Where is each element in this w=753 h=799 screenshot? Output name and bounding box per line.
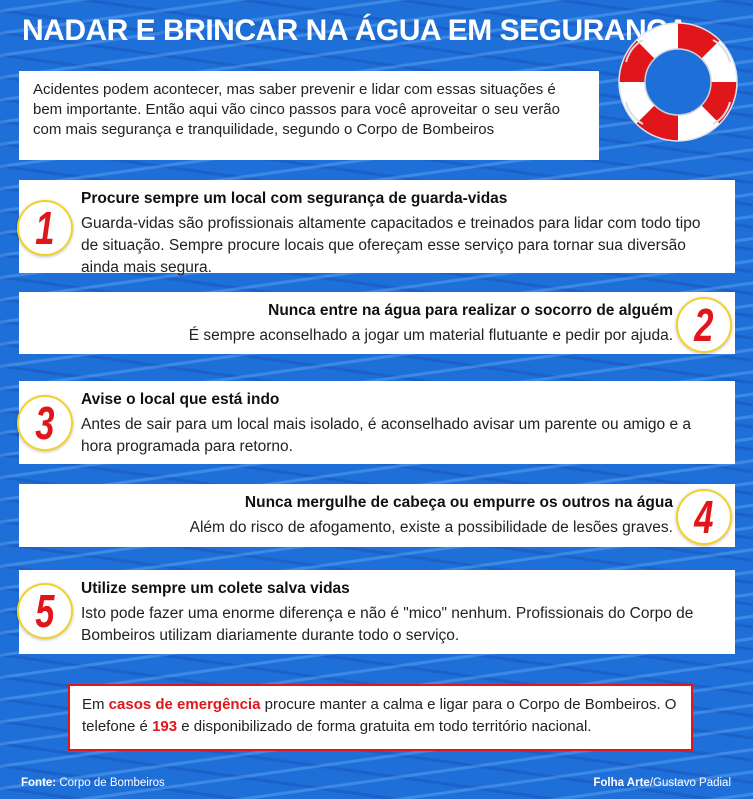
step-number: 2 bbox=[694, 299, 714, 351]
step-number-badge-4 bbox=[676, 489, 732, 545]
art-credit bbox=[593, 777, 731, 789]
step-card-5 bbox=[19, 570, 735, 654]
step-number-badge-3 bbox=[17, 395, 73, 451]
step-number: 5 bbox=[35, 585, 55, 637]
step-number-badge-2 bbox=[676, 297, 732, 353]
emergency-box bbox=[68, 684, 693, 751]
step-card-3 bbox=[19, 381, 735, 464]
step-heading: Avise o local que está indo bbox=[81, 391, 280, 408]
source-name: Corpo de Bombeiros bbox=[56, 777, 165, 789]
step-text: Guarda-vidas são profissionais altamente capacitados e treinados para lidar com todo tipo de situação. Sempre procure locais que ofereçam esse serviço para tornar sua diversão ainda mais segura. bbox=[81, 215, 701, 276]
step-text: Antes de sair para um local mais isolado, é aconselhado avisar um parente ou amigo e a hora programada para retorno. bbox=[81, 416, 692, 455]
source-credit bbox=[21, 777, 165, 789]
emergency-phone: 193 bbox=[152, 718, 178, 735]
step-text: Isto pode fazer uma enorme diferença e não é "mico" nenhum. Profissionais do Corpo de Bombeiros utilizam diariamente durante todo o serviço. bbox=[81, 605, 694, 644]
credit-label: Folha Arte bbox=[593, 777, 650, 789]
step-heading: Nunca entre na água para realizar o socorro de alguém bbox=[268, 302, 673, 319]
step-card-4 bbox=[19, 484, 735, 547]
emergency-text: procure manter a calma e ligar para o Corpo de Bombeiros. O telefone é bbox=[82, 696, 677, 735]
step-text: É sempre aconselhado a jogar um material flutuante e pedir por ajuda. bbox=[188, 327, 673, 344]
step-card-2 bbox=[19, 292, 735, 354]
step-heading: Procure sempre um local com segurança de guarda-vidas bbox=[81, 190, 508, 207]
step-heading: Nunca mergulhe de cabeça ou empurre os outros na água bbox=[244, 494, 673, 511]
step-number: 3 bbox=[35, 397, 55, 449]
lifebuoy-icon bbox=[618, 22, 738, 142]
credit-name: /Gustavo Padial bbox=[649, 777, 731, 789]
step-card-1 bbox=[19, 180, 735, 276]
emergency-text: Em bbox=[82, 696, 109, 713]
step-number-badge-5 bbox=[17, 583, 73, 639]
intro-text: Acidentes podem acontecer, mas saber prevenir e lidar com essas situações é bem importante. Então aqui vão cinco passos para você aproveitar o seu verão com mais segurança e tranquilidade, segundo o Corpo de Bombeiros bbox=[19, 71, 599, 160]
step-number-badge-1 bbox=[17, 200, 73, 256]
emergency-highlight: casos de emergência bbox=[108, 696, 261, 713]
step-number: 1 bbox=[35, 202, 55, 254]
emergency-text: e disponibilizado de forma gratuita em todo território nacional. bbox=[177, 718, 592, 735]
step-heading: Utilize sempre um colete salva vidas bbox=[81, 580, 350, 597]
source-label: Fonte: bbox=[21, 777, 57, 789]
step-text: Além do risco de afogamento, existe a possibilidade de lesões graves. bbox=[189, 519, 673, 536]
page-title: NADAR E BRINCAR NA ÁGUA EM SEGURANÇA bbox=[22, 14, 689, 47]
step-number: 4 bbox=[694, 491, 714, 543]
